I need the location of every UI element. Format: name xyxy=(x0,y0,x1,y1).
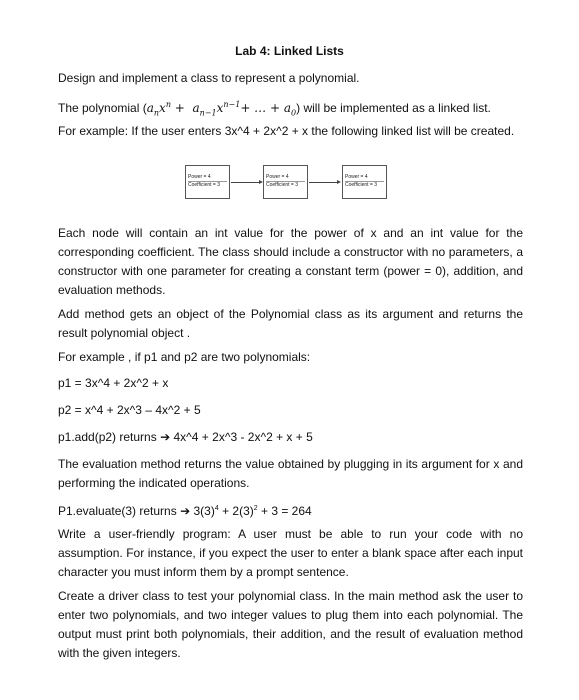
eval-term-a: 3(3) xyxy=(193,504,215,518)
link-arrow xyxy=(231,182,261,183)
node-coefficient: Coefficient = 3 xyxy=(266,181,305,188)
polynomial-formula: $a_nx^n + a_{n-1}x^{n-1}+$ … + $a_0$ xyxy=(146,100,297,118)
node-power: Power = 4 xyxy=(345,174,368,180)
add-example xyxy=(58,428,523,447)
arrow-icon: ➔ xyxy=(180,504,191,518)
add-result: 4x^4 + 2x^3 - 2x^2 + x + 5 xyxy=(173,430,313,444)
eval-term-c: + 3 = 264 xyxy=(257,504,312,518)
page-title: Lab 4: Linked Lists xyxy=(235,44,344,58)
exponent: 2 xyxy=(253,505,258,512)
node-power: Power = 4 xyxy=(266,174,289,180)
poly-suffix: ) will be implemented as a linked list. xyxy=(296,101,491,115)
arrow-icon: ➔ xyxy=(160,430,171,444)
eval-term-b: + 2(3) xyxy=(218,504,254,518)
list-node xyxy=(263,165,308,199)
evaluate-example xyxy=(58,499,523,521)
example-paragraph: For example: If the user enters 3x^4 + 2x^2 + x the following linked list will be created. xyxy=(58,124,515,138)
exponent: 4 xyxy=(214,505,219,512)
link-arrow xyxy=(309,182,339,183)
evaluate-call: P1.evaluate(3) returns xyxy=(58,504,177,518)
list-node xyxy=(342,165,387,199)
node-power: Power = 4 xyxy=(188,174,211,180)
add-method-description: Add method gets an object of the Polynomial class as its argument and returns the result polynomial object . xyxy=(58,307,523,340)
poly-prefix: The polynomial ( xyxy=(58,101,147,115)
linked-list-diagram xyxy=(185,163,395,203)
for-example-line: For example , if p1 and p2 are two polynomials: xyxy=(58,350,311,364)
p1-definition: p1 = 3x^4 + 2x^2 + x xyxy=(58,376,169,390)
polynomial-definition xyxy=(58,95,523,122)
node-description: Each node will contain an int value for the power of x and an int value for the corresponding coefficient. The class should include a constructor with no parameters, a constructor with one parameter for creating a constant term (power = 0), addition, and evaluation methods. xyxy=(58,226,523,297)
evaluation-description: The evaluation method returns the value obtained by plugging in its argument for x and performing the indicated operations. xyxy=(58,457,523,490)
p2-definition: p2 = x^4 + 2x^3 – 4x^2 + 5 xyxy=(58,403,201,417)
user-friendly-paragraph: Write a user-friendly program: A user must be able to run your code with no assumption. For instance, if you expect the user to enter a blank space after each input character you must inform them by a prompt sentence. xyxy=(58,527,523,579)
driver-class-paragraph: Create a driver class to test your polynomial class. In the main method ask the user to enter two polynomials, and two integer values to plug them into each polynomial. The output must print both polynomials, their addition, and the result of evaluation method with the given integers. xyxy=(58,589,523,660)
node-coefficient: Coefficient = 3 xyxy=(188,181,227,188)
intro-paragraph: Design and implement a class to represent a polynomial. xyxy=(58,71,360,85)
add-call: p1.add(p2) returns xyxy=(58,430,157,444)
list-node xyxy=(185,165,230,199)
node-coefficient: Coefficient = 3 xyxy=(345,181,384,188)
